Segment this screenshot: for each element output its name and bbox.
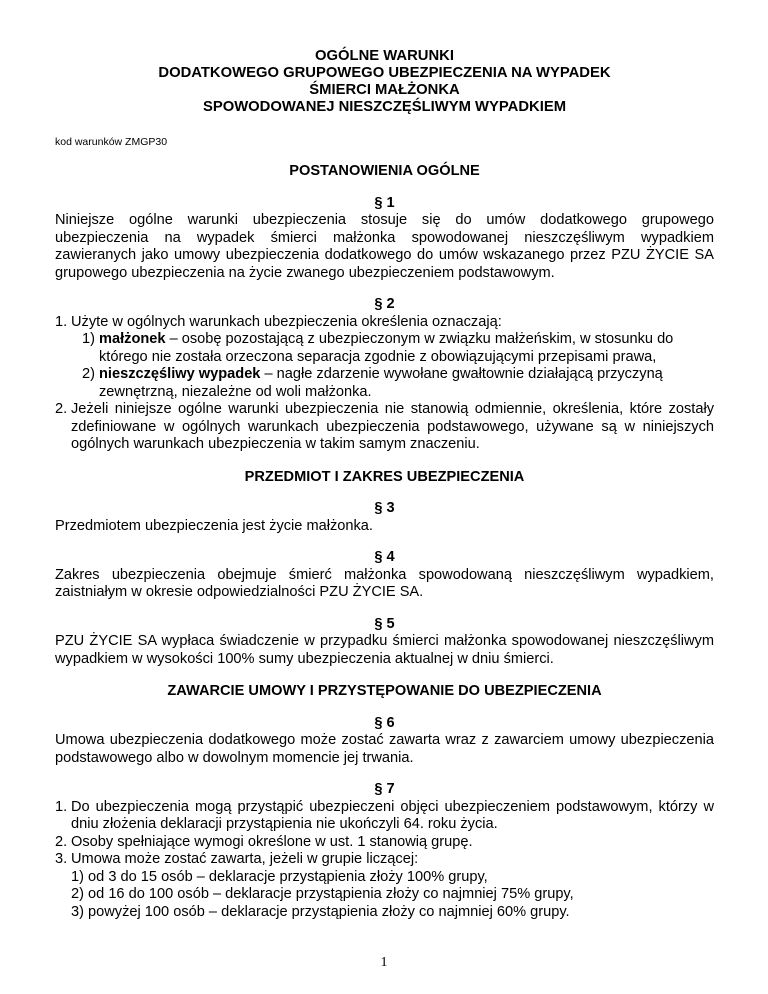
definition-number: 2) [82,366,95,382]
paragraph-5-text: PZU ŻYCIE SA wypłaca świadczenie w przypadku śmierci małżonka spowodowanej nieszczęśliwym wypadkiem w wysokości 100% sumy ubezpieczenia aktualnej w dniu śmierci. [55,633,714,667]
definition-item [55,331,714,366]
list-item [55,314,714,402]
paragraph-1-text: Niniejsze ogólne warunki ubezpieczenia stosuje się do umów dodatkowego grupowego ubezpieczenia na wypadek śmierci małżonka spowodowanej nieszczęśliwym wypadkiem zawieranych jako umowy ubezpieczenia dodatkowego do umów wskazanego przez PZU ŻYCIE SA grupowego ubezpieczenia na życie zwanego ubezpieczeniem podstawowym. [55,212,714,281]
paragraph-mark-6: § 6 [374,714,395,731]
section-heading-scope: PRZEDMIOT I ZAKRES UBEZPIECZENIA [244,468,525,485]
definition-item [55,366,714,401]
definitions-list [55,331,714,401]
item-text: Umowa może zostać zawarta, jeżeli w grupie liczącej: [71,851,419,867]
paragraph-mark-1: § 1 [374,194,395,211]
item-number: 1. [55,313,68,330]
title-line-1: OGÓLNE WARUNKI [315,48,454,64]
title-line-4: SPOWODOWANEJ NIESZCZĘŚLIWYM WYPADKIEM [202,99,567,115]
title-line-3: ŚMIERCI MAŁŻONKA [309,82,460,98]
definition-number: 1) [82,331,95,347]
item-text: Do ubezpieczenia mogą przystąpić ubezpieczeni objęci ubezpieczeniem podstawowym, którzy w dniu złożenia deklaracji przystąpienia nie ukończyli 64. roku życia. [71,798,714,832]
paragraph-mark-5: § 5 [374,615,395,632]
paragraph-2-list [55,314,714,454]
paragraph-6-text: Umowa ubezpieczenia dodatkowego może zostać zawarta wraz z zawarciem umowy ubezpieczenia podstawowego albo w dowolnym momencie jej trwania. [55,732,714,766]
definition-text: – osobę pozostającą z ubezpieczonym w związku małżeńskim, w stosunku do którego nie została orzeczona separacja zgodnie z obowiązującymi przepisami prawa, [99,331,674,365]
group-size-item: 3) powyżej 100 osób – deklaracje przystąpienia złoży co najmniej 60% grupy. [71,903,570,920]
document-title [55,48,714,116]
group-size-item: 1) od 3 do 15 osób – deklaracje przystąpienia złoży 100% grupy, [71,868,488,885]
list-item [55,799,714,834]
paragraph-7-list [55,799,714,922]
paragraph-4-text: Zakres ubezpieczenia obejmuje śmierć małżonka spowodowaną nieszczęśliwym wypadkiem, zaistniałym w okresie odpowiedzialności PZU ŻYCIE SA. [55,566,714,600]
item-number: 3. [55,851,68,867]
paragraph-mark-2: § 2 [374,296,395,312]
page-number: 1 [380,955,388,970]
document-page [55,48,714,921]
list-item [55,834,714,852]
item-number: 2. [55,833,68,850]
item-text: Użyte w ogólnych warunkach ubezpieczenia określenia oznaczają: [71,313,502,330]
group-size-item: 2) od 16 do 100 osób – deklaracje przystąpienia złoży co najmniej 75% grupy, [71,886,574,902]
definition-term: małżonek [99,331,166,347]
section-heading-general: POSTANOWIENIA OGÓLNE [289,163,480,179]
item-text: Jeżeli niniejsze ogólne warunki ubezpieczenia nie stanowią odmiennie, określenia, które zostały zdefiniowane w ogólnych warunkach ubezpieczenia podstawowego, używane są w niniejszych ogólnych warunkach ubezpieczenia w takim samym znaczeniu. [71,401,714,452]
conditions-code: kod warunków ZMGP30 [55,136,168,148]
definition-text: – nagłe zdarzenie wywołane gwałtownie działającą przyczyną zewnętrzną, niezależne od woli małżonka. [99,366,663,400]
title-line-2: DODATKOWEGO GRUPOWEGO UBEZPIECZENIA NA WYPADEK [158,65,611,81]
definition-term: nieszczęśliwy wypadek [99,366,261,382]
group-size-list [71,869,714,922]
list-item [55,851,714,921]
item-number: 1. [55,798,68,815]
paragraph-mark-3: § 3 [374,500,395,516]
item-number: 2. [55,401,68,417]
list-item [55,401,714,454]
paragraph-3-text: Przedmiotem ubezpieczenia jest życie małżonka. [55,517,373,534]
item-text: Osoby spełniające wymogi określone w ust. 1 stanowią grupę. [71,833,473,850]
section-heading-contract: ZAWARCIE UMOWY I PRZYSTĘPOWANIE DO UBEZPIECZENIA [167,683,602,699]
paragraph-mark-7: § 7 [374,781,395,797]
paragraph-mark-4: § 4 [374,549,395,565]
